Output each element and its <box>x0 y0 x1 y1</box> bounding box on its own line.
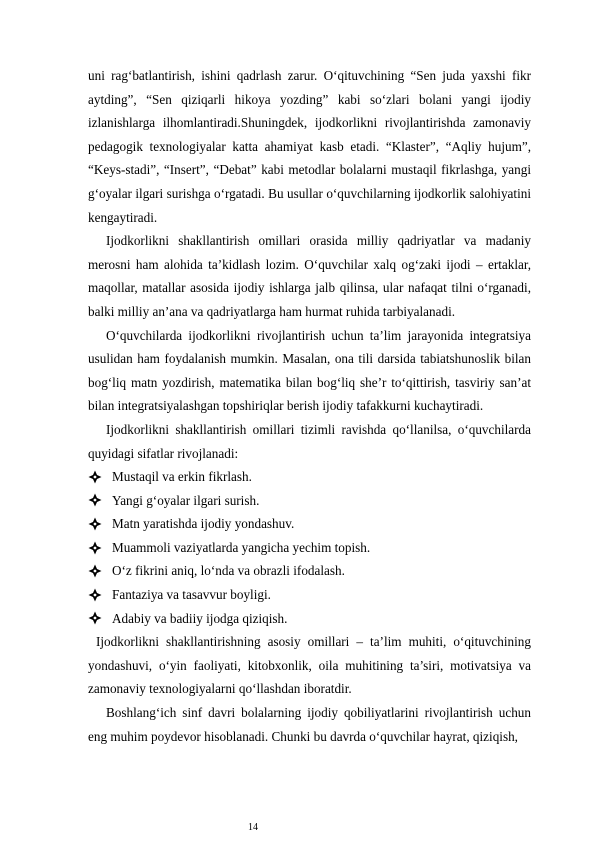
list-item-text: Yangi g‘oyalar ilgari surish. <box>112 492 260 508</box>
document-body <box>88 64 531 748</box>
diamond-bullet-icon <box>88 588 102 602</box>
diamond-bullet-icon <box>88 541 102 555</box>
list-item-text: Adabiy va badiiy ijodga qiziqish. <box>112 610 288 626</box>
paragraph-5: Ijodkorlikni shakllantirishning asosiy omillari – ta’lim muhiti, o‘qituvchining yondashuvi, o‘yin faoliyati, kitobxonlik, oila muhitining ta’siri, motivatsiya va zamonaviy texnologiyalarni qo‘llashdan iboratdir. <box>88 634 531 697</box>
page-number: 14 <box>248 822 258 833</box>
paragraph-3: O‘quvchilarda ijodkorlikni rivojlantirish uchun ta’lim jarayonida integratsiya usulidan ham foydalanish mumkin. Masalan, ona tili darsida tabiatshunoslik bilan bog‘liq matn yozdirish, matematika bilan bog‘liq she’r to‘qittirish, tasviriy san’at bilan integratsiyalashgan topshiriqlar berish ijodiy tafakkurni kuchaytiradi. <box>88 327 531 414</box>
diamond-bullet-icon <box>88 470 102 484</box>
diamond-bullet-icon <box>88 564 102 578</box>
list-item <box>88 583 531 607</box>
list-item <box>88 559 531 583</box>
paragraph-1: uni rag‘batlantirish, ishini qadrlash zarur. O‘qituvchining “Sen juda yaxshi fikr aytding”, “Sen qiziqarli hikoya yozding” kabi so‘zlari bolani yangi ijodiy izlanishlarga ilhomlantiradi.Shuningdek, ijodkorlikni rivojlantirishda zamonaviy pedagogik texnologiyalar katta ahamiyat kasb etadi. “Klaster”, “Aqliy hujum”, “Keys-stadi”, “Insert”, “Debat” kabi metodlar bolalarni mustaqil fikrlashga, yangi g‘oyalar ilgari surishga o‘rgatadi. Bu usullar o‘quvchilarning ijodkorlik salohiyatini kengaytiradi. <box>88 68 531 225</box>
list-item <box>88 489 531 513</box>
list-item-text: Fantaziya va tasavvur boyligi. <box>112 587 271 603</box>
paragraph-6: Boshlang‘ich sinf davri bolalarning ijodiy qobiliyatlarini rivojlantirish uchun eng muhim poydevor hisoblanadi. Chunki bu davrda o‘quvchilar hayrat, qiziqish, <box>88 705 531 744</box>
list-item-text: Mustaqil va erkin fikrlash. <box>112 469 252 485</box>
list-item-text: Muammoli vaziyatlarda yangicha yechim topish. <box>112 539 371 555</box>
diamond-bullet-icon <box>88 611 102 625</box>
list-item <box>88 536 531 560</box>
diamond-bullet-icon <box>88 517 102 531</box>
qualities-list <box>88 465 531 630</box>
paragraph-4: Ijodkorlikni shakllantirish omillari tizimli ravishda qo‘llanilsa, o‘quvchilarda quyidagi sifatlar rivojlanadi: <box>88 421 531 461</box>
list-item-text: O‘z fikrini aniq, lo‘nda va obrazli ifodalash. <box>112 563 345 579</box>
paragraph-2: Ijodkorlikni shakllantirish omillari orasida milliy qadriyatlar va madaniy merosni ham alohida ta’kidlash lozim. O‘quvchilar xalq og‘zaki ijodi – ertaklar, maqollar, matallar asosida ijodiy ishlarga jalb qilinsa, ular nafaqat tilni o‘rganadi, balki milliy an’ana va qadriyatlarga ham hurmat ruhida tarbiyalanadi. <box>88 233 531 319</box>
list-item <box>88 512 531 536</box>
diamond-bullet-icon <box>88 493 102 507</box>
list-item-text: Matn yaratishda ijodiy yondashuv. <box>112 516 295 532</box>
list-item <box>88 465 531 489</box>
list-item <box>88 607 531 631</box>
